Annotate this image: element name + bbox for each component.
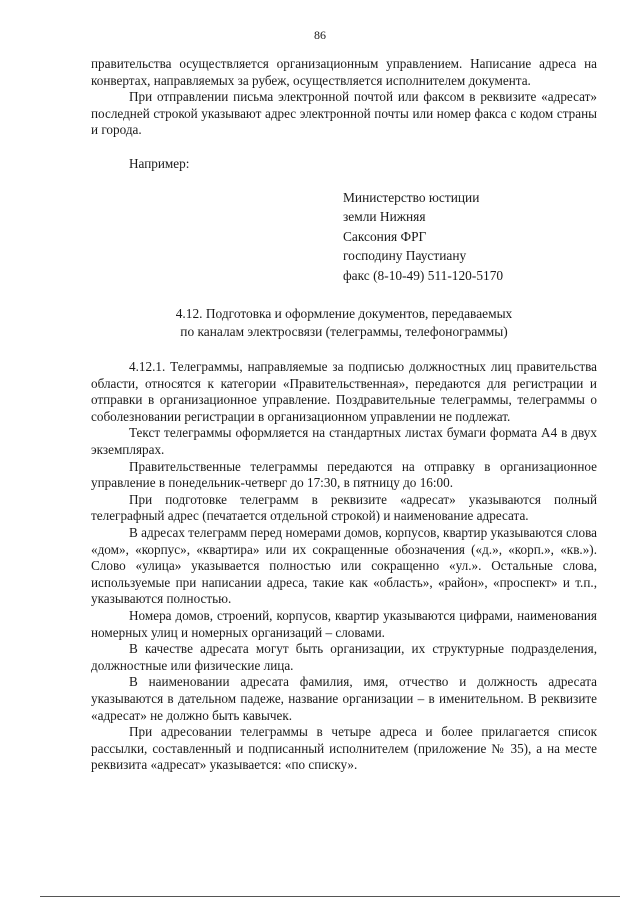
paragraph-email-fax: При отправлении письма электронной почтой или факсом в реквизите «адресат» последней строкой указывают адрес электронной почты или номер факса с кодом страны и города. <box>91 89 597 138</box>
paragraph-telegram-category: 4.12.1. Телеграммы, направляемые за подписью должностных лиц правительства области, относятся к категории «Правительственная», передаются для регистрации и отправки в организационное управление. Поздравительные телеграммы, телеграммы о соболезновании регистрации в организационном управлении не подлежат. <box>91 359 597 424</box>
address-line: господину Паустиану <box>343 248 467 264</box>
section-heading <box>91 305 597 341</box>
paragraph-telegram-schedule: Правительственные телеграммы передаются на отправку в организационное управление в понедельник-четверг до 17:30, в пятницу до 16:00. <box>91 458 597 491</box>
address-line: Саксония ФРГ <box>343 228 427 244</box>
paragraph-mailing-list: При адресовании телеграммы в четыре адреса и более прилагается список рассылки, составленный и подписанный исполнителем (приложение № 35), а на месте реквизита «адресат» указывается: «по списку». <box>91 724 597 773</box>
paragraph-telegram-address: При подготовке телеграмм в реквизите «адресат» указываются полный телеграфный адрес (печатается отдельной строкой) и наименование адресата. <box>91 491 597 524</box>
example-address-block <box>343 188 597 286</box>
page-bottom-rule <box>40 896 620 897</box>
address-line: факс (8-10-49) 511-120-5170 <box>343 267 504 283</box>
document-body <box>91 56 597 774</box>
example-label: Например: <box>129 155 190 171</box>
paragraph-continuation: правительства осуществляется организационным управлением. Написание адреса на конвертах, направляемых за рубеж, осуществляется исполнителем документа. <box>91 56 597 88</box>
address-line: земли Нижняя <box>343 209 426 225</box>
paragraph-addressee-case: В наименовании адресата фамилия, имя, отчество и должность адресата указываются в дательном падеже, название организации – в именительном. В реквизите «адресат» не должно быть кавычек. <box>91 674 597 723</box>
paragraph-telegram-format: Текст телеграммы оформляется на стандартных листах бумаги формата А4 в двух экземплярах. <box>91 425 597 458</box>
paragraph-addressee-types: В качестве адресата могут быть организации, их структурные подразделения, должностные или физические лица. <box>91 641 597 673</box>
page-number: 86 <box>314 28 326 42</box>
paragraph-address-numbers: Номера домов, строений, корпусов, квартир указываются цифрами, наименования номерных улиц и номерных организаций – словами. <box>91 607 597 640</box>
section-heading-line: по каналам электросвязи (телеграммы, телефонограммы) <box>180 324 508 340</box>
section-heading-line: 4.12. Подготовка и оформление документов, передаваемых <box>175 306 513 322</box>
address-line: Министерство юстиции <box>343 189 480 205</box>
paragraph-address-words: В адресах телеграмм перед номерами домов, корпусов, квартир указываются слова «дом», «корпус», «квартира» или их сокращенные обозначения («д.», «корп.», «кв.»). Слово «улица» указывается полностью или сокращенно «ул.». Остальные слова, используемые при написании адреса, такие как «область», «район», «проспект» и т.п., указываются полностью. <box>91 525 597 607</box>
